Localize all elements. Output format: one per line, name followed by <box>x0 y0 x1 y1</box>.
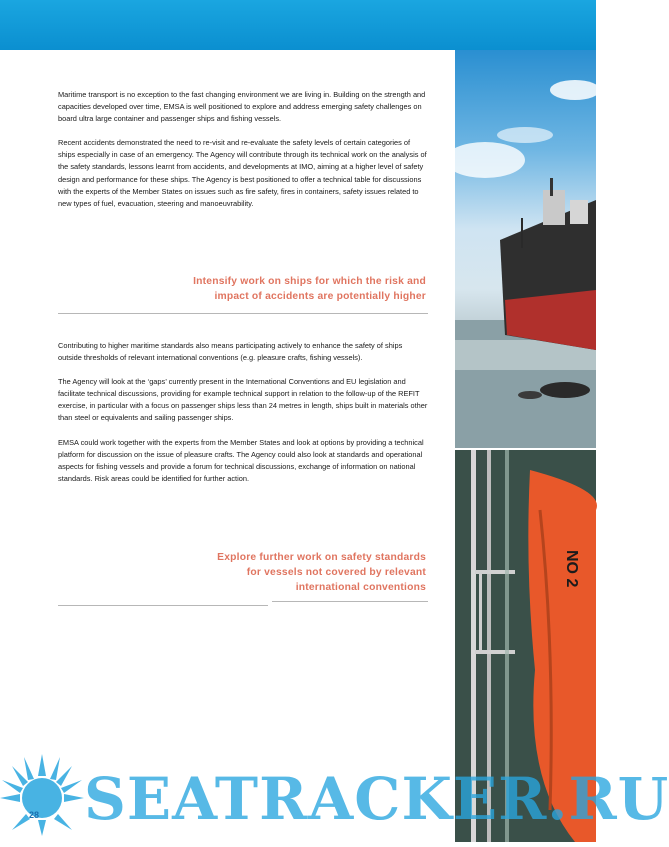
ship-illustration <box>455 50 596 448</box>
pull-quote-line: impact of accidents are potentially higher <box>214 291 426 302</box>
lifeboat-label: NO 2 <box>563 550 580 588</box>
divider <box>58 605 268 606</box>
watermark: SEATRACKER.RU <box>84 765 669 833</box>
body-text <box>58 340 428 485</box>
paragraph: The Agency will look at the ‘gaps’ currently present in the International Conventions and EU legislation and facilitate technical discussions, providing for example technical support in relation to the follow-up of the REFIT exercise, in particular with a focus on passenger ships less than 24 metres in length, ships built in materials other than steel or equivalents and sailing passenger ships. <box>58 377 428 423</box>
paragraph: Maritime transport is no exception to the fast changing environment we are living in. Building on the strength and capacities developed over time, EMSA is well positioned to explore and address emerging safety challenges on board ultra large container and passenger ships and fishing vessels. <box>58 90 426 124</box>
paragraph: EMSA could work together with the experts from the Member States and look at options by providing a technical platform for discussion on the issue of pleasure crafts. The Agency could also look at standards and operational aspects for fishing vessels and provide a forum for technical discussions, exchange of information on national standards. Risk areas could be identified for further action. <box>58 437 424 483</box>
pull-quote-line: for vessels not covered by relevant <box>246 567 426 578</box>
pull-quote-line: Explore further work on safety standards <box>217 552 426 563</box>
divider <box>58 313 428 314</box>
sun-logo-icon <box>0 752 84 836</box>
paragraph: Contributing to higher maritime standards also means participating actively to enhance the safety of ships outside thresholds of relevant international conventions (e.g. pleasure crafts, fishing vessels). <box>58 341 403 363</box>
pull-quote <box>193 274 426 304</box>
pull-quote-line: Intensify work on ships for which the risk and <box>193 276 426 287</box>
paragraph: Recent accidents demonstrated the need to re-visit and re-evaluate the safety levels of certain categories of ships especially in case of an emergency. The Agency will contribute through its technical work on the analysis of the safety standards, lessons learnt from accidents, and developments at IMO, aiming at a higher level of safety design and performance for these ships. The Agency is best positioned to offer a technical table for discussions with the experts of the Member States on issues such as fire safety, fires in containers, safety issues related to new types of fuel, evacuation, steering and manoeuvrability. <box>58 138 427 208</box>
pull-quote <box>217 550 426 595</box>
intro-text <box>58 89 428 210</box>
divider <box>272 601 428 602</box>
ship-photo <box>455 50 596 448</box>
header-band <box>0 0 596 50</box>
pull-quote-line: international conventions <box>295 582 426 593</box>
page-number: 28 <box>29 810 40 820</box>
